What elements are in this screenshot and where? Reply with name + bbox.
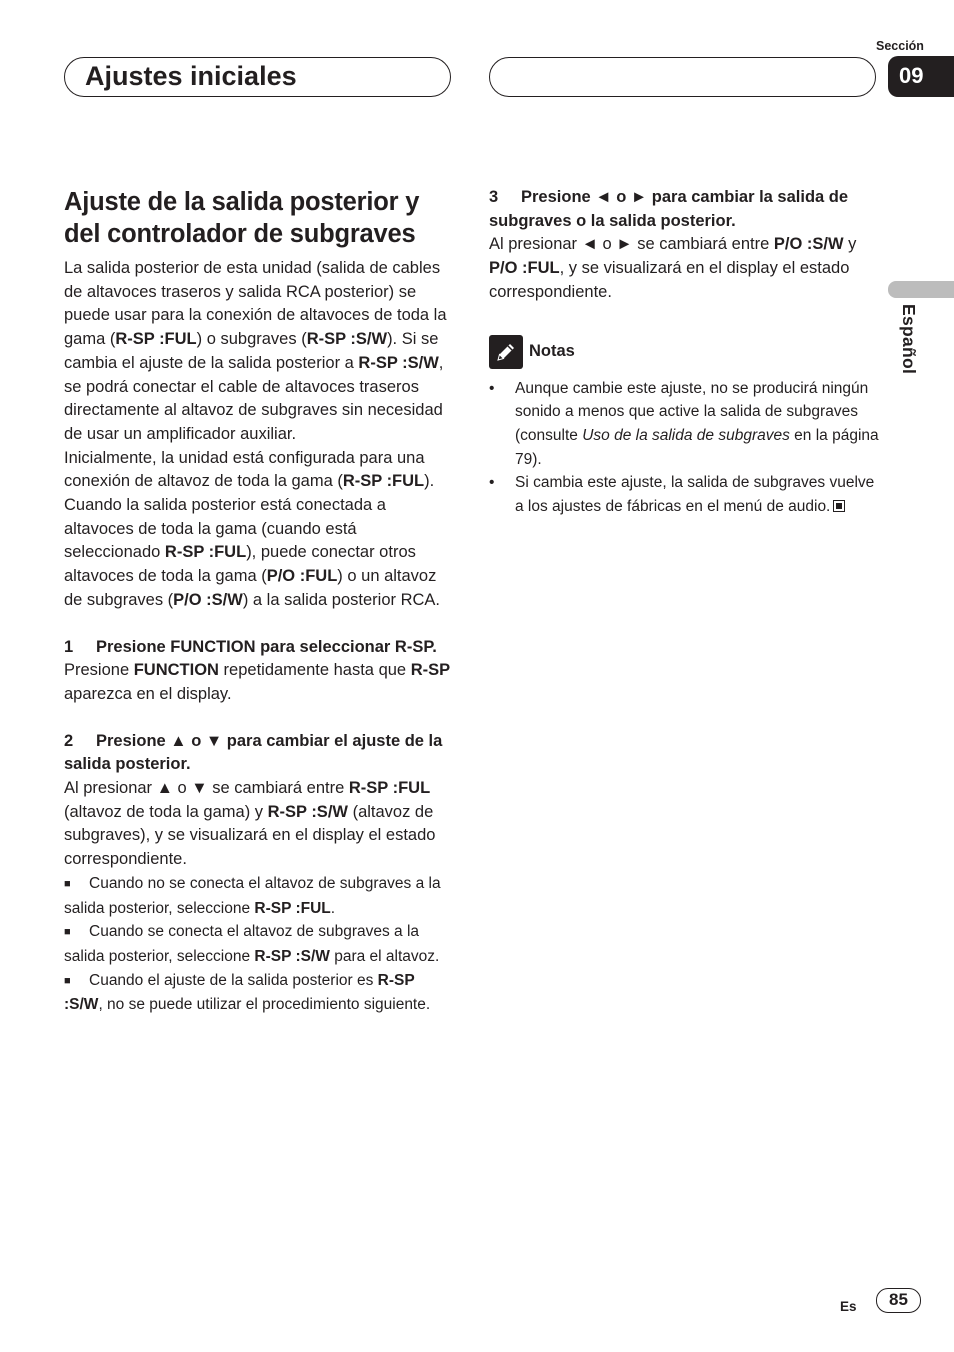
text-run: ), puede conectar otros altavoces de toda la gama ( <box>64 543 416 586</box>
text-run: Aunque cambie este ajuste, no se producirá ningún sonido a menos que active la salida de subgraves (consulte <box>515 379 869 444</box>
text-run: en la página 79). <box>515 426 879 468</box>
step-2-title-text: Presione ▲ o ▼ para cambiar el ajuste de la salida posterior. <box>64 731 443 774</box>
text-run: , y se visualizará en el display el estado correspondiente. <box>489 259 850 301</box>
text-run: P/O :FUL <box>489 259 560 278</box>
text-run: ) o subgraves ( <box>196 330 307 349</box>
step-1-title-text: Presione FUNCTION para seleccionar R-SP. <box>96 637 437 656</box>
step-1-title <box>64 636 456 660</box>
notes-header <box>489 335 879 369</box>
section-label: Sección <box>876 39 924 53</box>
page-number: 85 <box>876 1288 921 1313</box>
right-column <box>489 186 879 519</box>
footer-language-code: Es <box>840 1299 857 1314</box>
language-label: Español <box>899 304 919 375</box>
step-3-title-text: Presione ◄ o ► para cambiar la salida de subgraves o la salida posterior. <box>489 188 849 230</box>
notes-title: Notas <box>529 342 575 361</box>
text-run: R-SP :S/W <box>306 330 388 349</box>
text-run: para el altavoz. <box>329 947 440 965</box>
step-3-title <box>489 186 879 233</box>
text-run: (altavoz de subgraves), y se visualizará en el display el estado correspondiente. <box>64 802 436 869</box>
header-blank-frame <box>489 57 876 97</box>
step-2-sub-items <box>64 872 456 1017</box>
square-bullet-icon: ■ <box>64 926 71 939</box>
text-run: . <box>330 899 336 917</box>
bullet-icon: • <box>489 474 495 492</box>
text-run: R-SP :S/W <box>358 353 439 372</box>
text-run: R-SP :S/W <box>267 802 348 821</box>
sub-item <box>64 872 456 920</box>
text-run: ) o un altavoz de subgraves ( <box>64 567 437 609</box>
text-run: Cuando el ajuste de la salida posterior es <box>89 971 378 989</box>
step-2-number: 2 <box>64 731 74 750</box>
page-heading: Ajuste de la salida posterior y del controlador de subgraves <box>64 188 420 248</box>
text-run: Al presionar ▲ o ▼ se cambiará entre <box>64 779 349 798</box>
text-run: FUNCTION <box>133 661 219 680</box>
text-run: aparezca en el display. <box>64 684 232 703</box>
text-run: ). Cuando la salida posterior está conectada a altavoces de toda la gama (cuando está seleccionado <box>64 472 435 562</box>
text-run: R-SP :FUL <box>342 472 425 491</box>
bullet-icon: • <box>489 379 495 397</box>
step-1-number: 1 <box>64 637 74 656</box>
text-run: R-SP :FUL <box>164 543 247 562</box>
notes-list <box>489 377 879 519</box>
text-run: Si cambia este ajuste, la salida de subgraves vuelve a los ajustes de fábricas en el menú de audio. <box>515 474 875 516</box>
intro-paragraph-2 <box>64 447 456 613</box>
text-run: P/O :S/W <box>773 235 844 254</box>
section-number-badge: 09 <box>888 56 954 97</box>
text-run: Inicialmente, la unidad está configurada para una conexión de altavoz de toda la gama ( <box>64 448 425 491</box>
step-3-number: 3 <box>489 188 499 206</box>
text-run: , no se puede utilizar el procedimiento siguiente. <box>98 996 431 1014</box>
text-run: R-SP :FUL <box>348 779 431 798</box>
text-run: P/O :FUL <box>266 567 338 586</box>
text-run: Presione <box>64 661 134 680</box>
sub-item <box>64 969 456 1017</box>
text-run: R-SP :FUL <box>115 330 197 349</box>
end-mark-icon <box>833 500 845 512</box>
step-1-body <box>64 659 456 706</box>
text-run: Al presionar ◄ o ► se cambiará entre <box>489 235 774 254</box>
text-run: P/O :S/W <box>173 590 243 609</box>
text-run: R-SP :S/W <box>254 947 330 965</box>
text-run: , se podrá conectar el cable de altavoces traseros directamente al altavoz de subgraves sin necesidad de usar un amplificador auxiliar. <box>64 353 444 443</box>
square-bullet-icon: ■ <box>64 877 71 890</box>
square-bullet-icon: ■ <box>64 974 71 987</box>
text-run: repetidamente hasta que <box>218 661 411 680</box>
text-run: Cuando se conecta el altavoz de subgraves a la salida posterior, seleccione <box>64 923 420 965</box>
pencil-icon <box>489 335 523 369</box>
step-3-body <box>489 233 879 304</box>
note-item <box>489 377 879 472</box>
text-run: Cuando no se conecta el altavoz de subgraves a la salida posterior, seleccione <box>64 874 441 917</box>
chapter-header-frame <box>64 57 451 97</box>
note-item <box>489 471 879 518</box>
step-2-title <box>64 730 456 777</box>
left-column <box>64 186 456 1017</box>
chapter-title: Ajustes iniciales <box>85 61 297 91</box>
text-run: (altavoz de toda la gama) y <box>64 802 268 821</box>
text-run: La salida posterior de esta unidad (salida de cables de altavoces traseros y salida RCA posterior) se puede usar para la conexión de altavoces de toda la gama ( <box>64 259 447 349</box>
text-run: ). Si se cambia el ajuste de la salida posterior a <box>64 330 439 372</box>
step-2-body <box>64 777 456 872</box>
text-run: R-SP :S/W <box>64 971 415 1014</box>
text-run: y <box>843 235 857 254</box>
text-run: R-SP <box>410 661 451 680</box>
sub-item <box>64 920 456 968</box>
language-tab-bar <box>888 281 954 298</box>
text-run: Uso de la salida de subgraves <box>582 426 790 444</box>
intro-paragraph <box>64 257 456 447</box>
text-run: R-SP :FUL <box>254 899 331 917</box>
text-run: ) a la salida posterior RCA. <box>242 590 440 609</box>
